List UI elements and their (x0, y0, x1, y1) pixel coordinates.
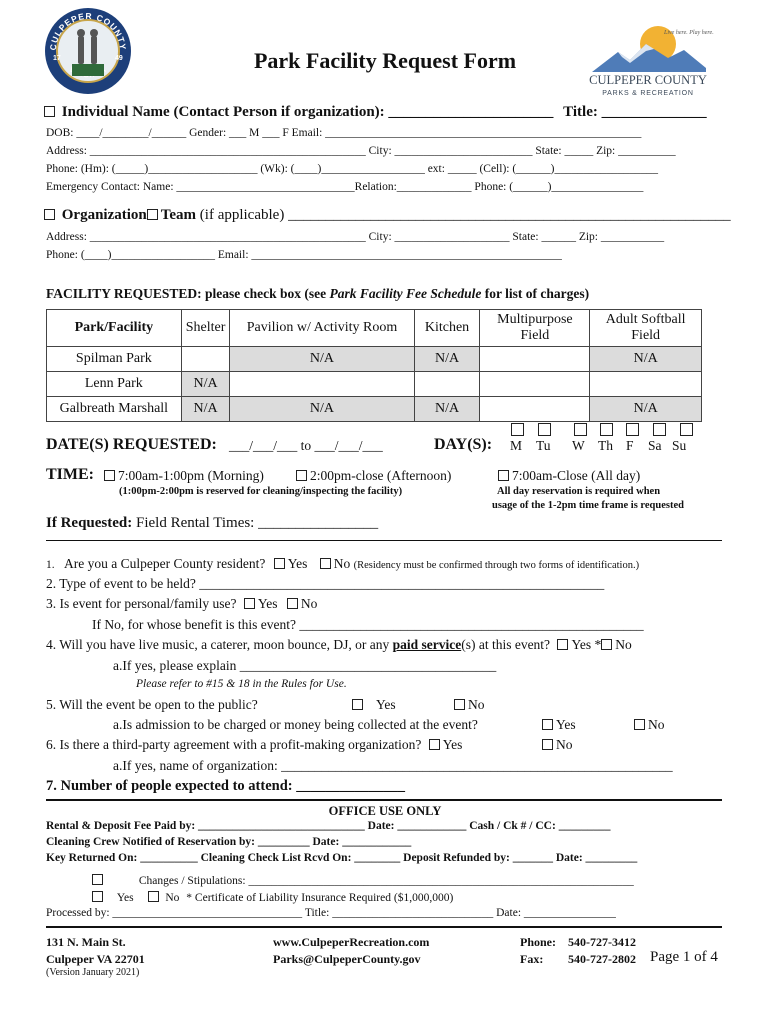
office-row-2[interactable]: Cleaning Crew Notified of Reservation by: _________ Date: ____________ (46, 836, 412, 848)
insurance-yes-checkbox[interactable] (92, 891, 103, 902)
facility-heading-b: for list of charges) (481, 286, 590, 301)
individual-checkbox[interactable] (44, 106, 55, 117)
q3-no-label: No (300, 596, 318, 611)
afternoon-label: 2:00pm-close (Afternoon) (310, 468, 452, 483)
allday-checkbox[interactable] (498, 470, 509, 481)
facility-table (46, 309, 702, 422)
time-morning-option[interactable] (104, 468, 264, 484)
time-note-right-2: usage of the 1-2pm time frame is requested (492, 500, 684, 511)
footer-address-2: Culpeper VA 22701 (46, 952, 145, 966)
header-shelter: Shelter (181, 310, 230, 347)
time-note-right-1: All day reservation is required when (497, 486, 661, 497)
question-2[interactable]: 2. Type of event to be held? ____________________________________________________________ (46, 576, 605, 591)
fee-schedule-ref: Park Facility Fee Schedule (329, 286, 482, 301)
team-checkbox[interactable] (147, 209, 158, 220)
multipurpose-cell[interactable] (480, 347, 590, 372)
dates-requested-field[interactable]: ___/___/___ to ___/___/___ (229, 438, 383, 453)
day-label-th: Th (598, 438, 613, 453)
question-6-sub[interactable]: a.If yes, name of organization: __________________________________________________________ (113, 758, 673, 773)
q5-yes-label: Yes (376, 697, 396, 712)
q4-paid-service: paid service (392, 637, 462, 652)
afternoon-checkbox[interactable] (296, 470, 307, 481)
time-label: TIME: (46, 466, 94, 483)
q3-no-checkbox[interactable] (287, 598, 298, 609)
seal-top-text: CULPEPER COUNTY (47, 10, 129, 51)
insurance-no-label: No (165, 892, 180, 904)
q5-sub-yes-option[interactable] (542, 717, 576, 733)
q5-sub-no-label: No (648, 717, 665, 732)
office-row-3[interactable]: Key Returned On: __________ Cleaning Check List Rcvd On: ________ Deposit Refunded by: _______ Date: _________ (46, 852, 638, 864)
table-row (47, 397, 702, 422)
cc-name: CULPEPER COUNTY (589, 73, 707, 87)
insurance-no-checkbox[interactable] (148, 891, 159, 902)
facility-heading-a: FACILITY REQUESTED: please check box (see (46, 286, 330, 301)
time-afternoon-option[interactable] (296, 468, 451, 484)
header-park-facility: Park/Facility (47, 310, 182, 347)
individual-address-row[interactable]: Address: ________________________________________________ City: ________________________ State: _____ Zip: __________ (46, 145, 676, 157)
section-divider (46, 540, 722, 541)
q1-yes-checkbox[interactable] (274, 558, 285, 569)
changes-field[interactable]: Changes / Stipulations: ___________________________________________________________________ (138, 875, 634, 887)
facility-table-header (47, 310, 702, 347)
question-6 (46, 737, 462, 753)
title-field[interactable]: ______________ (601, 104, 707, 120)
q6-yes-checkbox[interactable] (429, 739, 440, 750)
time-allday-option[interactable] (498, 468, 640, 484)
multipurpose-cell[interactable] (480, 372, 590, 397)
field-rental-times-field[interactable]: ________________ (258, 515, 379, 531)
park-name: Galbreath Marshall (47, 397, 182, 422)
footer-phone-label: Phone: (520, 935, 556, 949)
question-1 (46, 556, 639, 572)
individual-name-row (44, 104, 707, 121)
q4-text-a: 4. Will you have live music, a caterer, moon bounce, DJ, or any (46, 637, 393, 652)
q1-text: Are you a Culpeper County resident? (64, 556, 266, 571)
footer-divider (46, 926, 722, 928)
day-label-su: Su (672, 438, 687, 453)
day-label-sa: Sa (648, 438, 662, 453)
day-checkbox-w[interactable] (574, 423, 587, 436)
q5-sub-yes-checkbox[interactable] (542, 719, 553, 730)
question-3 (46, 596, 317, 612)
office-use-heading: OFFICE USE ONLY (328, 804, 442, 818)
kitchen-cell[interactable] (414, 372, 480, 397)
individual-name-label: Individual Name (Contact Person if organization): (61, 104, 385, 120)
seal-year-right: 49 (115, 55, 123, 62)
q5-sub-no-checkbox[interactable] (634, 719, 645, 730)
organization-label: Organization (61, 207, 147, 223)
time-note-left: (1:00pm-2:00pm is reserved for cleaning/inspecting the facility) (119, 486, 403, 497)
office-row-1[interactable]: Rental & Deposit Fee Paid by: _____________________________ Date: ____________ Cash / Ck # / CC: _________ (46, 820, 611, 832)
allday-label: 7:00am-Close (All day) (512, 468, 641, 483)
footer-website-link[interactable]: www.CulpeperRecreation.com (273, 935, 430, 949)
insurance-row (92, 891, 453, 904)
park-name: Spilman Park (47, 347, 182, 372)
dates-requested-label: DATE(S) REQUESTED: (46, 436, 217, 453)
form-title: Park Facility Request Form (253, 48, 517, 73)
page-number: Page 1 of 4 (650, 949, 718, 965)
header-pavilion: Pavilion w/ Activity Room (230, 310, 414, 347)
table-row (47, 347, 702, 372)
organization-checkbox[interactable] (44, 209, 55, 220)
q1-no-checkbox[interactable] (320, 558, 331, 569)
organization-phone-row[interactable]: Phone: (____)__________________ Email: ______________________________________________________ (46, 249, 562, 261)
insurance-yes-label: Yes (116, 892, 134, 904)
question-7[interactable]: 7. Number of people expected to attend: _______________ (46, 778, 405, 794)
day-checkbox-th[interactable] (600, 423, 613, 436)
q1-no-label: No (333, 556, 351, 571)
field-rental-row (46, 515, 378, 532)
q4-text-b: (s) at this event? (461, 637, 551, 652)
q6-no-label: No (556, 737, 573, 752)
park-name: Lenn Park (47, 372, 182, 397)
question-4 (46, 637, 632, 653)
footer-fax: 540-727-2802 (568, 952, 636, 966)
morning-checkbox[interactable] (104, 470, 115, 481)
softball-cell: N/A (590, 397, 702, 422)
changes-checkbox[interactable] (92, 874, 103, 885)
footer-address-1: 131 N. Main St. (46, 935, 126, 949)
q5-yes-option[interactable] (352, 697, 396, 713)
insurance-text: * Certificate of Liability Insurance Required ($1,000,000) (186, 892, 454, 904)
days-label: DAY(S): (434, 436, 493, 453)
q4-no-label: No (615, 637, 632, 652)
facility-heading (46, 286, 589, 302)
question-5-sub: a.Is admission to be charged or money being collected at the event? (113, 717, 478, 732)
softball-cell: N/A (590, 347, 702, 372)
individual-phone-row[interactable]: Phone: (Hm): (_____)___________________ (Wk): (____)__________________ ext: _____ (Cell): (______)__________________ (46, 163, 658, 175)
individual-name-field[interactable]: ______________________ (388, 104, 554, 120)
organization-name-field[interactable]: ___________________________________________________________ (288, 207, 731, 223)
field-rental-times-label: Field Rental Times: (136, 515, 255, 531)
question-4-sub[interactable]: a.If yes, please explain ______________________________________ (113, 658, 497, 673)
question-4-note: Please refer to #15 & 18 in the Rules for Use. (136, 678, 347, 690)
day-checkbox-su[interactable] (680, 423, 693, 436)
seal-year-left: 17 (53, 55, 61, 62)
cc-sub: PARKS & RECREATION (602, 90, 694, 97)
q6-text: 6. Is there a third-party agreement with a profit-making organization? (46, 737, 422, 752)
changes-row (92, 874, 634, 887)
q6-no-checkbox[interactable] (542, 739, 553, 750)
kitchen-cell: N/A (414, 397, 480, 422)
day-checkbox-sa[interactable] (653, 423, 666, 436)
title-label: Title: (563, 104, 598, 120)
shelter-cell: N/A (181, 397, 230, 422)
day-checkbox-f[interactable] (626, 423, 639, 436)
table-row (47, 372, 702, 397)
q5-yes-checkbox[interactable] (352, 699, 363, 710)
q4-yes-label: Yes * (571, 637, 602, 652)
footer-version: (Version January 2021) (46, 967, 140, 978)
day-label-tu: Tu (536, 438, 551, 453)
q6-no-option[interactable] (542, 737, 573, 753)
question-5: 5. Will the event be open to the public? (46, 697, 258, 712)
day-label-m: M (510, 438, 523, 453)
dob-gender-email-row[interactable]: DOB: ____/________/______ Gender: ___ M ___ F Email: _______________________________________________________ (46, 127, 642, 139)
q4-yes-checkbox[interactable] (557, 639, 568, 650)
q3-yes-label: Yes (257, 596, 278, 611)
footer-fax-label: Fax: (520, 952, 544, 966)
footer-email-link[interactable]: Parks@CulpeperCounty.gov (273, 952, 421, 966)
pavilion-cell: N/A (230, 397, 414, 422)
morning-label: 7:00am-1:00pm (Morning) (118, 468, 264, 483)
team-label: Team (160, 207, 197, 223)
multipurpose-cell[interactable] (480, 397, 590, 422)
if-applicable-text: (if applicable) (199, 207, 285, 223)
q1-yes-label: Yes (287, 556, 308, 571)
q5-no-option[interactable] (454, 697, 485, 713)
office-divider (46, 799, 722, 801)
header-adult-softball-field: Adult Softball Field (590, 310, 702, 347)
softball-cell[interactable] (590, 372, 702, 397)
emergency-contact-row[interactable]: Emergency Contact: Name: _______________________________Relation:_____________ Phone: (______)________________ (46, 181, 644, 193)
header-kitchen: Kitchen (414, 310, 480, 347)
shelter-cell[interactable] (181, 347, 230, 372)
q3-yes-checkbox[interactable] (244, 598, 255, 609)
processed-by-row[interactable]: Processed by: _________________________________ Title: ____________________________ Date: ________________ (46, 907, 616, 919)
shelter-cell: N/A (181, 372, 230, 397)
day-checkbox-tu[interactable] (538, 423, 551, 436)
kitchen-cell: N/A (414, 347, 480, 372)
pavilion-cell[interactable] (230, 372, 414, 397)
q6-yes-label: Yes (442, 737, 463, 752)
day-checkbox-m[interactable] (511, 423, 524, 436)
pavilion-cell: N/A (230, 347, 414, 372)
q5-sub-yes-label: Yes (556, 717, 576, 732)
q3-text: 3. Is event for personal/family use? (46, 596, 237, 611)
footer-phone: 540-727-3412 (568, 935, 636, 949)
cc-tagline: Live here. Play here. (664, 30, 714, 36)
q1-number: 1. (46, 559, 55, 571)
question-3-sub[interactable]: If No, for whose benefit is this event? ___________________________________________________ (92, 617, 644, 632)
organization-address-row[interactable]: Address: ________________________________________________ City: ____________________ State: ______ Zip: ___________ (46, 231, 665, 243)
organization-row (44, 207, 731, 224)
q4-no-checkbox[interactable] (601, 639, 612, 650)
day-label-w: W (572, 438, 585, 453)
header-multipurpose-field: Multipurpose Field (480, 310, 590, 347)
q1-note: (Residency must be confirmed through two forms of identification.) (353, 560, 640, 571)
q5-sub-no-option[interactable] (634, 717, 665, 733)
q5-no-checkbox[interactable] (454, 699, 465, 710)
q5-no-label: No (468, 697, 485, 712)
day-label-f: F (626, 438, 634, 453)
if-requested-label: If Requested: (46, 515, 133, 531)
